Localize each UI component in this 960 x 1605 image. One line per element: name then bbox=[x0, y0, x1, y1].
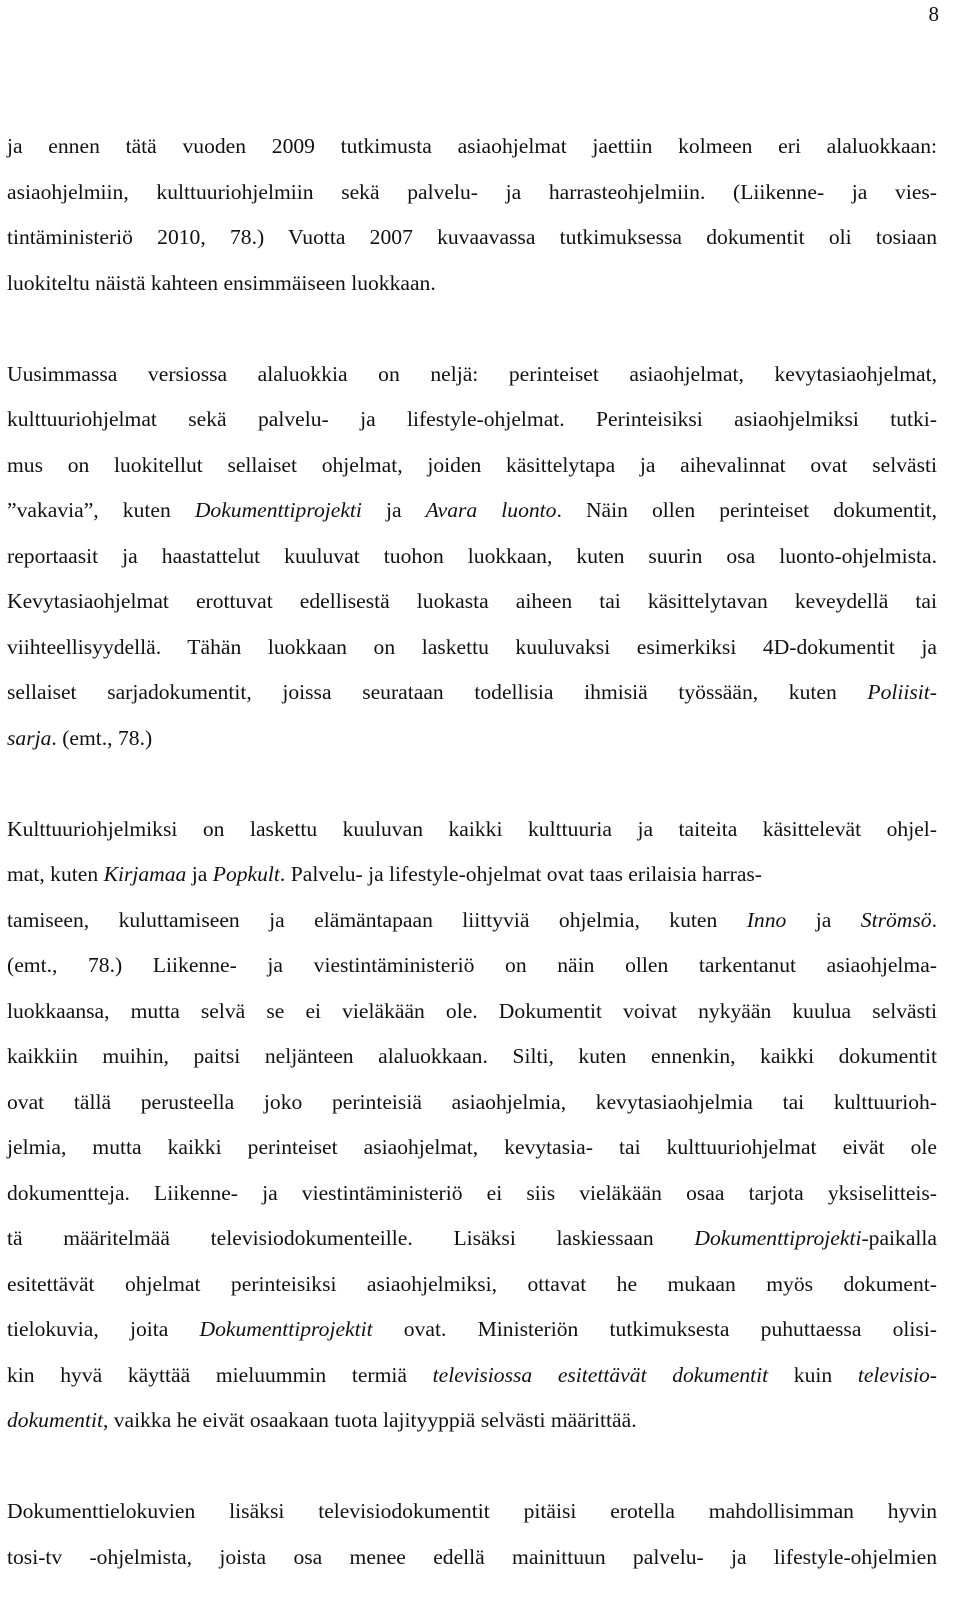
text-line bbox=[7, 352, 937, 398]
text-segment: esitettävät ohjelmat perinteisiksi asiaohjelmiksi, ottavat he mukaan myös dokument- bbox=[7, 1271, 937, 1296]
text-line bbox=[7, 1080, 937, 1126]
page-number: 8 bbox=[928, 2, 939, 26]
italic-title: Dokumenttiprojekti bbox=[694, 1226, 862, 1250]
text-line bbox=[7, 1171, 937, 1217]
text-segment: . Palvelu- ja lifestyle-ohjelmat ovat taas erilaisia harras- bbox=[279, 862, 762, 886]
text-line bbox=[7, 1307, 937, 1353]
paragraph-spacer bbox=[7, 1444, 937, 1490]
text-line bbox=[7, 1353, 937, 1399]
text-line bbox=[7, 124, 937, 170]
text-segment: asiaohjelmiin, kulttuuriohjelmiin sekä palvelu- ja harrasteohjelmiin. (Liikenne- ja vies- bbox=[7, 179, 937, 204]
text-segment: ovat tällä perusteella joko perinteisiä asiaohjelmia, kevytasiaohjelmia tai kulttuurioh- bbox=[7, 1089, 937, 1114]
text-segment: tä määritelmää televisiodokumenteille. Lisäksi laskiessaan bbox=[7, 1226, 695, 1250]
italic-title: Dokumenttiprojekti bbox=[194, 498, 362, 522]
italic-title: Avara luonto bbox=[425, 498, 557, 522]
italic-title: Strömsö bbox=[860, 907, 932, 932]
text-segment: (emt., 78.) Liikenne- ja viestintäministeriö on näin ollen tarkentanut asiaohjelma- bbox=[7, 953, 937, 977]
text-segment: ”vakavia”, kuten bbox=[7, 498, 195, 522]
text-segment: Dokumenttielokuvien lisäksi televisiodokumentit pitäisi erotella mahdollisimman hyvin bbox=[7, 1499, 937, 1523]
text-line bbox=[7, 852, 937, 898]
text-line bbox=[7, 943, 937, 989]
paragraph-spacer bbox=[7, 761, 937, 807]
text-segment: kaikkiin muihin, paitsi neljänteen alaluokkaan. Silti, kuten ennenkin, kaikki dokumentit bbox=[7, 1044, 937, 1068]
italic-title: sarja bbox=[7, 725, 52, 750]
italic-title: televisiossa esitettävät dokumentit bbox=[432, 1362, 769, 1387]
text-segment: tosi-tv -ohjelmista, joista osa menee edellä mainittuun palvelu- ja lifestyle-ohjelmien bbox=[7, 1544, 937, 1569]
body-text bbox=[7, 124, 937, 1580]
paragraph bbox=[7, 807, 937, 1444]
text-line bbox=[7, 397, 937, 443]
italic-title: Kirjamaa bbox=[103, 862, 187, 886]
italic-title: Popkult bbox=[212, 862, 280, 886]
text-line bbox=[7, 1535, 937, 1581]
text-segment: kuin bbox=[768, 1362, 858, 1387]
text-segment: kin hyvä käyttää mieluummin termiä bbox=[7, 1362, 433, 1387]
italic-title: Dokumenttiprojektit bbox=[199, 1317, 373, 1341]
text-segment: luokiteltu näistä kahteen ensimmäiseen luokkaan. bbox=[7, 270, 436, 295]
text-segment: ja bbox=[186, 862, 213, 886]
text-line bbox=[7, 1034, 937, 1080]
text-segment: . Näin ollen perinteiset dokumentit, bbox=[556, 498, 937, 522]
text-segment: tielokuvia, joita bbox=[7, 1317, 200, 1341]
italic-title: dokumentit bbox=[7, 1408, 103, 1432]
text-segment: Uusimmassa versiossa alaluokkia on neljä: perinteiset asiaohjelmat, kevytasiaohjelmat, bbox=[7, 361, 937, 386]
italic-title: Poliisit- bbox=[867, 680, 937, 704]
text-segment: mus on luokitellut sellaiset ohjelmat, joiden käsittelytapa ja aihevalinnat ovat selvästi bbox=[7, 452, 937, 477]
text-segment: mat, kuten bbox=[7, 862, 104, 886]
text-segment: -paikalla bbox=[861, 1226, 937, 1250]
text-segment: sellaiset sarjadokumentit, joissa seurataan todellisia ihmisiä työssään, kuten bbox=[7, 680, 868, 704]
text-segment: . (emt., 78.) bbox=[51, 725, 153, 750]
text-segment: . bbox=[931, 907, 937, 932]
italic-title: Inno bbox=[746, 907, 787, 932]
text-segment: , vaikka he eivät osaakaan tuota lajityyppiä selvästi määrittää. bbox=[102, 1408, 637, 1432]
paragraph bbox=[7, 352, 937, 762]
paragraph-spacer bbox=[7, 306, 937, 352]
text-line bbox=[7, 716, 937, 762]
italic-title: televisio- bbox=[857, 1362, 937, 1387]
text-segment: reportaasit ja haastattelut kuuluvat tuohon luokkaan, kuten suurin osa luonto-ohjelmista. bbox=[7, 543, 937, 568]
text-line bbox=[7, 898, 937, 944]
text-line bbox=[7, 1216, 937, 1262]
text-segment: ja ennen tätä vuoden 2009 tutkimusta asiaohjelmat jaettiin kolmeen eri alaluokkaan: bbox=[7, 134, 937, 158]
paragraph bbox=[7, 124, 937, 306]
text-segment: ovat. Ministeriön tutkimuksesta puhuttaessa olisi- bbox=[372, 1317, 937, 1341]
paragraph bbox=[7, 1489, 937, 1580]
text-segment: viihteellisyydellä. Tähän luokkaan on laskettu kuuluvaksi esimerkiksi 4D-dokumentit ja bbox=[7, 634, 937, 659]
text-segment: Kevytasiaohjelmat erottuvat edellisestä luokasta aiheen tai käsittelytavan keveydellä tai bbox=[7, 589, 937, 613]
text-segment: tintäministeriö 2010, 78.) Vuotta 2007 kuvaavassa tutkimuksessa dokumentit oli tosiaan bbox=[7, 225, 937, 249]
text-line bbox=[7, 261, 937, 307]
text-segment: Kulttuuriohjelmiksi on laskettu kuuluvan kaikki kulttuuria ja taiteita käsittelevät ohjel- bbox=[7, 816, 937, 841]
text-line bbox=[7, 807, 937, 853]
text-segment: kulttuuriohjelmat sekä palvelu- ja lifestyle-ohjelmat. Perinteisiksi asiaohjelmiksi tutki- bbox=[7, 407, 937, 431]
text-line bbox=[7, 1489, 937, 1535]
text-segment: ja bbox=[361, 498, 426, 522]
text-line bbox=[7, 625, 937, 671]
text-line bbox=[7, 1398, 937, 1444]
text-line bbox=[7, 1125, 937, 1171]
text-line bbox=[7, 170, 937, 216]
text-line bbox=[7, 989, 937, 1035]
text-line bbox=[7, 443, 937, 489]
text-segment: luokkaansa, mutta selvä se ei vieläkään ole. Dokumentit voivat nykyään kuulua selvästi bbox=[7, 998, 937, 1023]
text-line bbox=[7, 534, 937, 580]
text-segment: ja bbox=[786, 907, 861, 932]
text-line bbox=[7, 1262, 937, 1308]
text-segment: jelmia, mutta kaikki perinteiset asiaohjelmat, kevytasia- tai kulttuuriohjelmat eivät ole bbox=[7, 1135, 937, 1159]
text-line bbox=[7, 579, 937, 625]
text-line bbox=[7, 670, 937, 716]
text-line bbox=[7, 215, 937, 261]
text-segment: tamiseen, kuluttamiseen ja elämäntapaan liittyviä ohjelmia, kuten bbox=[7, 907, 747, 932]
text-line bbox=[7, 488, 937, 534]
text-segment: dokumentteja. Liikenne- ja viestintäministeriö ei siis vieläkään osaa tarjota yksiselitteis- bbox=[7, 1180, 937, 1205]
